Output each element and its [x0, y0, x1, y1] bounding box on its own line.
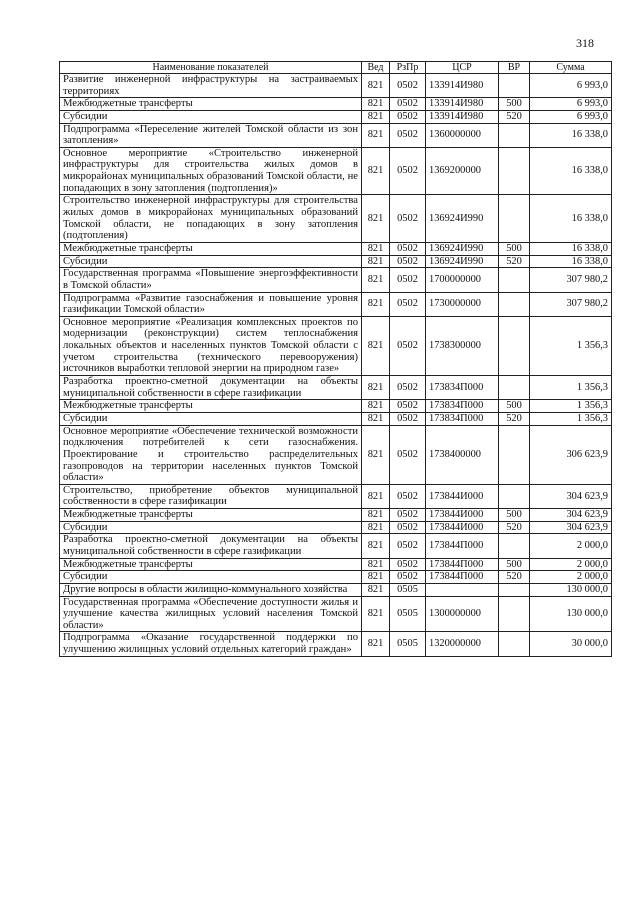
row-ved: 821: [362, 484, 390, 508]
header-rzpr: РзПр: [390, 62, 426, 74]
row-sum: 6 993,0: [530, 98, 612, 111]
row-csr: 1320000000: [426, 632, 499, 656]
row-name: Межбюджетные трансферты: [60, 509, 362, 522]
table-row: [60, 123, 612, 147]
table-row: [60, 98, 612, 111]
row-csr: 1738400000: [426, 425, 499, 484]
row-rzpr: 0502: [390, 268, 426, 292]
table-row: [60, 558, 612, 571]
row-ved: 821: [362, 558, 390, 571]
row-sum: 16 338,0: [530, 195, 612, 243]
row-sum: 1 356,3: [530, 316, 612, 375]
row-name: Субсидии: [60, 110, 362, 123]
row-vr: 500: [499, 98, 530, 111]
row-sum: 16 338,0: [530, 147, 612, 195]
row-ved: 821: [362, 98, 390, 111]
row-name: Субсидии: [60, 412, 362, 425]
row-sum: 306 623,9: [530, 425, 612, 484]
row-name: Разработка проектно-сметной документации на объекты муниципальной собственности в сфере газификации: [60, 534, 362, 558]
row-sum: 130 000,0: [530, 596, 612, 632]
table-row: [60, 376, 612, 400]
row-sum: 2 000,0: [530, 534, 612, 558]
row-vr: 500: [499, 509, 530, 522]
row-vr: [499, 596, 530, 632]
row-vr: [499, 425, 530, 484]
row-sum: 304 623,9: [530, 521, 612, 534]
row-ved: 821: [362, 412, 390, 425]
row-ved: 821: [362, 534, 390, 558]
table-row: [60, 292, 612, 316]
row-vr: 520: [499, 412, 530, 425]
row-csr: 136924И990: [426, 255, 499, 268]
row-name: Основное мероприятие «Строительство инженерной инфраструктуры для строительства жилых домов в микрорайонах муниципальных образований Томской области, не попадающих в зону затопления (подтопления)»: [60, 147, 362, 195]
row-sum: 6 993,0: [530, 74, 612, 98]
header-sum: Сумма: [530, 62, 612, 74]
row-vr: 520: [499, 571, 530, 584]
row-csr: 136924И990: [426, 242, 499, 255]
table-row: [60, 400, 612, 413]
row-rzpr: 0502: [390, 509, 426, 522]
row-ved: 821: [362, 74, 390, 98]
row-name: Межбюджетные трансферты: [60, 558, 362, 571]
row-rzpr: 0502: [390, 255, 426, 268]
budget-table: [59, 61, 612, 657]
row-rzpr: 0502: [390, 316, 426, 375]
row-sum: 2 000,0: [530, 571, 612, 584]
row-rzpr: 0505: [390, 632, 426, 656]
row-sum: 16 338,0: [530, 242, 612, 255]
row-rzpr: 0502: [390, 242, 426, 255]
header-vr: ВР: [499, 62, 530, 74]
row-vr: [499, 268, 530, 292]
row-ved: 821: [362, 195, 390, 243]
row-csr: 173844П000: [426, 558, 499, 571]
row-rzpr: 0502: [390, 147, 426, 195]
row-vr: [499, 74, 530, 98]
row-sum: 6 993,0: [530, 110, 612, 123]
row-vr: 500: [499, 400, 530, 413]
row-rzpr: 0502: [390, 110, 426, 123]
table-row: [60, 596, 612, 632]
table-header-row: [60, 62, 612, 74]
row-ved: 821: [362, 521, 390, 534]
row-ved: 821: [362, 425, 390, 484]
row-ved: 821: [362, 147, 390, 195]
row-rzpr: 0502: [390, 558, 426, 571]
row-name: Субсидии: [60, 571, 362, 584]
row-name: Другие вопросы в области жилищно-коммунального хозяйства: [60, 583, 362, 596]
row-csr: 1360000000: [426, 123, 499, 147]
table-row: [60, 425, 612, 484]
row-rzpr: 0502: [390, 376, 426, 400]
row-vr: [499, 147, 530, 195]
row-csr: 173844И000: [426, 521, 499, 534]
row-ved: 821: [362, 316, 390, 375]
row-name: Основное мероприятие «Реализация комплексных проектов по модернизации (реконструкции) систем теплоснабжения локальных объектов и населенных пунктов Томской области с учетом строительства (технического перевооружения) источников выработки тепловой энергии на природном газе»: [60, 316, 362, 375]
row-sum: 1 356,3: [530, 400, 612, 413]
row-vr: 520: [499, 255, 530, 268]
row-vr: 500: [499, 558, 530, 571]
row-vr: [499, 316, 530, 375]
row-ved: 821: [362, 583, 390, 596]
row-vr: [499, 292, 530, 316]
row-vr: 520: [499, 110, 530, 123]
row-name: Разработка проектно-сметной документации на объекты муниципальной собственности в сфере газификации: [60, 376, 362, 400]
table-row: [60, 632, 612, 656]
row-name: Подпрограмма «Переселение жителей Томской области из зон затопления»: [60, 123, 362, 147]
row-csr: 1700000000: [426, 268, 499, 292]
row-csr: 173834П000: [426, 376, 499, 400]
table-row: [60, 534, 612, 558]
row-vr: [499, 484, 530, 508]
row-csr: 1730000000: [426, 292, 499, 316]
row-sum: 304 623,9: [530, 509, 612, 522]
row-ved: 821: [362, 292, 390, 316]
row-vr: 500: [499, 242, 530, 255]
row-name: Межбюджетные трансферты: [60, 400, 362, 413]
row-name: Субсидии: [60, 521, 362, 534]
row-rzpr: 0502: [390, 98, 426, 111]
row-csr: 133914И980: [426, 98, 499, 111]
row-vr: [499, 376, 530, 400]
row-sum: 16 338,0: [530, 123, 612, 147]
row-csr: 133914И980: [426, 110, 499, 123]
row-vr: 520: [499, 521, 530, 534]
row-name: Строительство инженерной инфраструктуры для строительства жилых домов в микрорайонах муниципальных образований Томской области, не попадающих в зону затопления (подтопления): [60, 195, 362, 243]
table-row: [60, 521, 612, 534]
row-ved: 821: [362, 571, 390, 584]
table-row: [60, 412, 612, 425]
row-rzpr: 0502: [390, 195, 426, 243]
row-csr: 173844П000: [426, 534, 499, 558]
table-row: [60, 195, 612, 243]
row-name: Развитие инженерной инфраструктуры на застраиваемых территориях: [60, 74, 362, 98]
row-ved: 821: [362, 509, 390, 522]
table-row: [60, 509, 612, 522]
row-ved: 821: [362, 376, 390, 400]
row-csr: [426, 583, 499, 596]
row-csr: 173844И000: [426, 484, 499, 508]
row-csr: 173844П000: [426, 571, 499, 584]
row-rzpr: 0502: [390, 571, 426, 584]
row-name: Межбюджетные трансферты: [60, 242, 362, 255]
row-sum: 2 000,0: [530, 558, 612, 571]
header-ved: Вед: [362, 62, 390, 74]
row-sum: 130 000,0: [530, 583, 612, 596]
table-row: [60, 316, 612, 375]
row-ved: 821: [362, 596, 390, 632]
table-row: [60, 268, 612, 292]
row-name: Государственная программа «Обеспечение доступности жилья и улучшение качества жилищных условий населения Томской области»: [60, 596, 362, 632]
row-vr: [499, 195, 530, 243]
row-rzpr: 0502: [390, 74, 426, 98]
row-name: Межбюджетные трансферты: [60, 98, 362, 111]
header-name: Наименование показателей: [60, 62, 362, 74]
row-csr: 173834П000: [426, 412, 499, 425]
row-csr: 1300000000: [426, 596, 499, 632]
table-row: [60, 74, 612, 98]
row-name: Основное мероприятие «Обеспечение технической возможности подключения потребителей к сети газоснабжения. Проектирование и строительство распределительных газопроводов на территории населенных пунктов Томской области»: [60, 425, 362, 484]
row-rzpr: 0502: [390, 400, 426, 413]
row-ved: 821: [362, 255, 390, 268]
row-csr: 173834П000: [426, 400, 499, 413]
row-ved: 821: [362, 400, 390, 413]
row-ved: 821: [362, 632, 390, 656]
row-rzpr: 0502: [390, 292, 426, 316]
row-sum: 307 980,2: [530, 268, 612, 292]
row-rzpr: 0502: [390, 484, 426, 508]
row-rzpr: 0502: [390, 412, 426, 425]
row-rzpr: 0502: [390, 534, 426, 558]
table-row: [60, 110, 612, 123]
row-vr: [499, 123, 530, 147]
row-csr: 133914И980: [426, 74, 499, 98]
row-sum: 16 338,0: [530, 255, 612, 268]
row-name: Подпрограмма «Развитие газоснабжения и повышение уровня газификации Томской области»: [60, 292, 362, 316]
row-csr: 173844И000: [426, 509, 499, 522]
row-sum: 1 356,3: [530, 412, 612, 425]
page-number: 318: [576, 36, 594, 50]
row-rzpr: 0505: [390, 596, 426, 632]
row-ved: 821: [362, 268, 390, 292]
row-vr: [499, 632, 530, 656]
row-vr: [499, 534, 530, 558]
table-body: [60, 74, 612, 657]
row-ved: 821: [362, 123, 390, 147]
table-row: [60, 571, 612, 584]
row-name: Подпрограмма «Оказание государственной поддержки по улучшению жилищных условий отдельных категорий граждан»: [60, 632, 362, 656]
row-sum: 304 623,9: [530, 484, 612, 508]
row-ved: 821: [362, 110, 390, 123]
row-ved: 821: [362, 242, 390, 255]
table-row: [60, 147, 612, 195]
row-rzpr: 0505: [390, 583, 426, 596]
row-csr: 136924И990: [426, 195, 499, 243]
row-sum: 307 980,2: [530, 292, 612, 316]
row-vr: [499, 583, 530, 596]
row-name: Государственная программа «Повышение энергоэффективности в Томской области»: [60, 268, 362, 292]
table-row: [60, 255, 612, 268]
row-sum: 1 356,3: [530, 376, 612, 400]
row-csr: 1738300000: [426, 316, 499, 375]
row-rzpr: 0502: [390, 521, 426, 534]
row-sum: 30 000,0: [530, 632, 612, 656]
row-rzpr: 0502: [390, 425, 426, 484]
header-csr: ЦСР: [426, 62, 499, 74]
table-row: [60, 242, 612, 255]
row-name: Субсидии: [60, 255, 362, 268]
row-name: Строительство, приобретение объектов муниципальной собственности в сфере газификации: [60, 484, 362, 508]
table-row: [60, 583, 612, 596]
row-csr: 1369200000: [426, 147, 499, 195]
row-rzpr: 0502: [390, 123, 426, 147]
table-row: [60, 484, 612, 508]
